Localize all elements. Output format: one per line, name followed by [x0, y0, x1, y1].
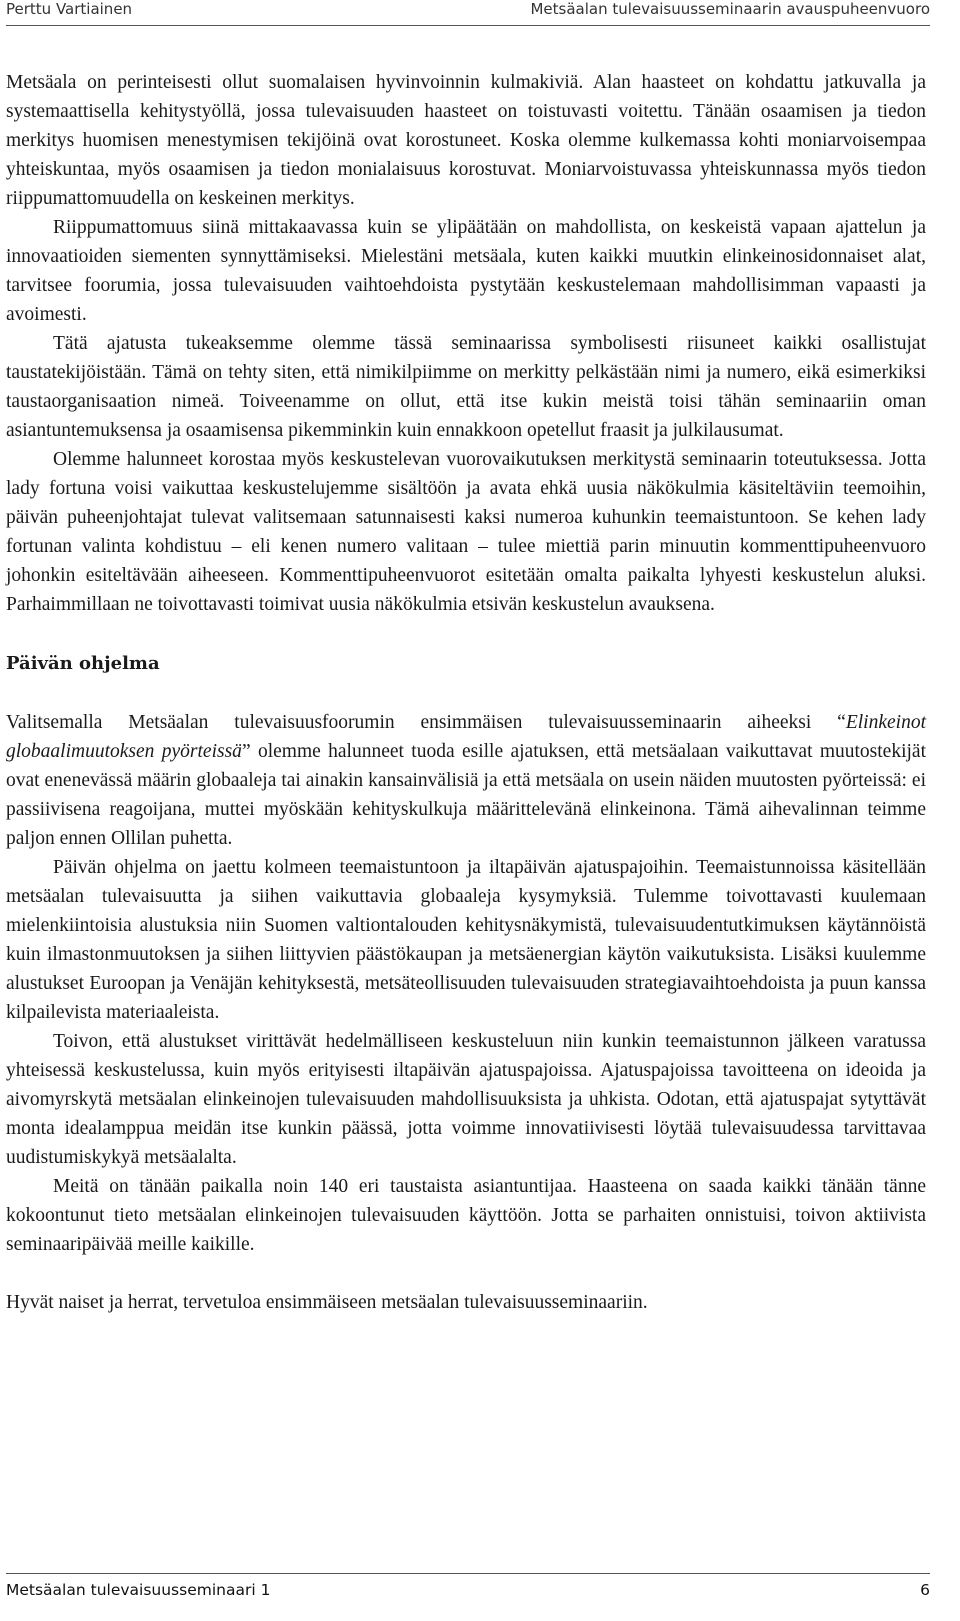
- document-body: [6, 68, 926, 1317]
- program-paragraph-1-start: Valitsemalla Metsäalan tulevaisuusfoorumin ensimmäisen tulevaisuusseminaarin aiheeksi “: [6, 712, 846, 733]
- header-author: Perttu Vartiainen: [6, 0, 133, 18]
- footer-publication: Metsäalan tulevaisuusseminaari 1: [6, 1581, 271, 1599]
- program-paragraph-1-rest: ” olemme halunneet tuoda esille ajatuksen, että metsäalaan vaikuttavat muutostekijät ovat enenevässä määrin globaaleja tai ainakin kansainvälisiä ja että metsäala on usein näiden muutosten pyörteissä: ei passiivisena reagoijana, muttei myöskään kehityskulkuja määrittelevänä elinkeinona. Tämä aihevalinnan teimme paljon ennen Ollilan puhetta.: [6, 741, 926, 849]
- page-footer: [6, 1580, 930, 1600]
- intro-paragraph-3: Tätä ajatusta tukeaksemme olemme tässä seminaarissa symbolisesti riisuneet kaikki osallistujat taustatekijöistään. Tämä on tehty siten, että nimikilpiimme on merkitty pelkästään nimi ja numero, eikä esimerkiksi taustaorganisaation nimeä. Toiveenamme on ollut, että itse kukin meistä toisi tähän seminaariin oman asiantuntemuksensa ja osaamisensa pikemminkin kuin ennakkoon opetellut fraasit ja julkilausumat.: [6, 333, 926, 441]
- program-paragraph-1: [6, 708, 926, 853]
- program-paragraph-2: Päivän ohjelma on jaettu kolmeen teemaistuntoon ja iltapäivän ajatuspajoihin. Teemaistunnoissa käsitellään metsäalan tulevaisuutta ja siihen vaikuttavia globaaleja kysymyksiä. Tulemme toivottavasti kuulemaan mielenkiintoisia alustuksia niin Suomen valtiontalouden kehitysnäkymistä, tulevaisuudentutkimuksen käytännöistä kuin ilmastonmuutoksen ja siihen liittyvien päästökaupan ja metsäenergian käytön vaikutuksista. Lisäksi kuulemme alustukset Euroopan ja Venäjän kehityksestä, metsäteollisuuden tulevaisuuden strategiavaihtoehdoista ja puun kanssa kilpailevista materiaaleista.: [6, 857, 926, 1023]
- seminar-theme-title: Elinkeinot globaalimuutoksen pyörteissä: [6, 712, 926, 762]
- paragraph-spacer: [6, 1259, 926, 1288]
- program-paragraph-4: Meitä on tänään paikalla noin 140 eri taustaista asiantuntijaa. Haasteena on saada kaikki tänään tänne kokoontunut tieto metsäalan elinkeinojen tulevaisuuden käyttöön. Jotta se parhaiten onnistuisi, toivon aktiivista seminaaripäivää meille kaikille.: [6, 1176, 926, 1255]
- footer-divider: [6, 1573, 930, 1574]
- page-header: [6, 0, 930, 22]
- intro-paragraph-1: Metsäala on perinteisesti ollut suomalaisen hyvinvoinnin kulmakiviä. Alan haasteet on kohdattu jatkuvalla ja systemaattisella kehitystyöllä, jossa tulevaisuuden haasteet on toistuvasti voitettu. Tänään osaamisen ja tiedon merkitys huomisen menestymisen tekijöinä ovat korostuneet. Koska olemme kulkemassa kohti moniarvoisempaa yhteiskuntaa, myös osaamisen ja tiedon monialaisuus korostuvat. Moniarvoistuvassa yhteiskunnassa myös tiedon riippumattomuudella on keskeinen merkitys.: [6, 72, 926, 209]
- header-document-title: Metsäalan tulevaisuusseminaarin avauspuheenvuoro: [530, 0, 930, 18]
- intro-paragraph-4: Olemme halunneet korostaa myös keskustelevan vuorovaikutuksen merkitystä seminaarin toteutuksessa. Jotta lady fortuna voisi vaikuttaa keskustelujemme sisältöön ja avata ehkä uusia näkökulmia käsiteltäviin teemoihin, päivän puheenjohtajat tulevat valitsemaan satunnaisesti kaksi numeroa kuhunkin teemaistuntoon. Se kehen lady fortunan valinta kohdistuu – eli kenen numero valitaan – tulee miettiä parin minuutin kommenttipuheenvuoro johonkin esiteltävään aiheeseen. Kommenttipuheenvuorot esitetään omalta paikalta lyhyesti keskustelun aluksi. Parhaimmillaan ne toivottavasti toimivat uusia näkökulmia etsivän keskustelun avauksena.: [6, 449, 926, 615]
- closing-greeting: Hyvät naiset ja herrat, tervetuloa ensimmäiseen metsäalan tulevaisuusseminaariin.: [6, 1292, 648, 1313]
- section-heading: Päivän ohjelma: [6, 653, 160, 674]
- program-paragraph-3: Toivon, että alustukset virittävät hedelmälliseen keskusteluun niin kunkin teemaistunnon jälkeen varatussa yhteisessä keskustelussa, kuin myös erityisesti iltapäivän ajatuspajoissa. Ajatuspajoissa tavoitteena on ideoida ja aivomyrskytä metsäalan elinkeinojen tulevaisuuden mahdollisuuksista ja uhkista. Odotan, että ajatuspajat sytyttävät monta idealamppua meidän itse kunkin päässä, jotta voimme innovatiivisesti löytää tulevaisuudessa tarvittavaa uudistumiskykyä metsäalalta.: [6, 1031, 926, 1168]
- header-divider: [6, 25, 930, 26]
- page-number: 6: [920, 1581, 930, 1599]
- intro-paragraph-2: Riippumattomuus siinä mittakaavassa kuin se ylipäätään on mahdollista, on keskeistä vapaan ajattelun ja innovaatioiden siementen synnyttämiseksi. Mielestäni metsäala, kuten kaikki muutkin elinkeinosidonnaiset alat, tarvitsee foorumia, jossa tulevaisuuden vaihtoehdoista pystytään keskustelemaan mahdollisimman vapaasti ja avoimesti.: [6, 217, 926, 325]
